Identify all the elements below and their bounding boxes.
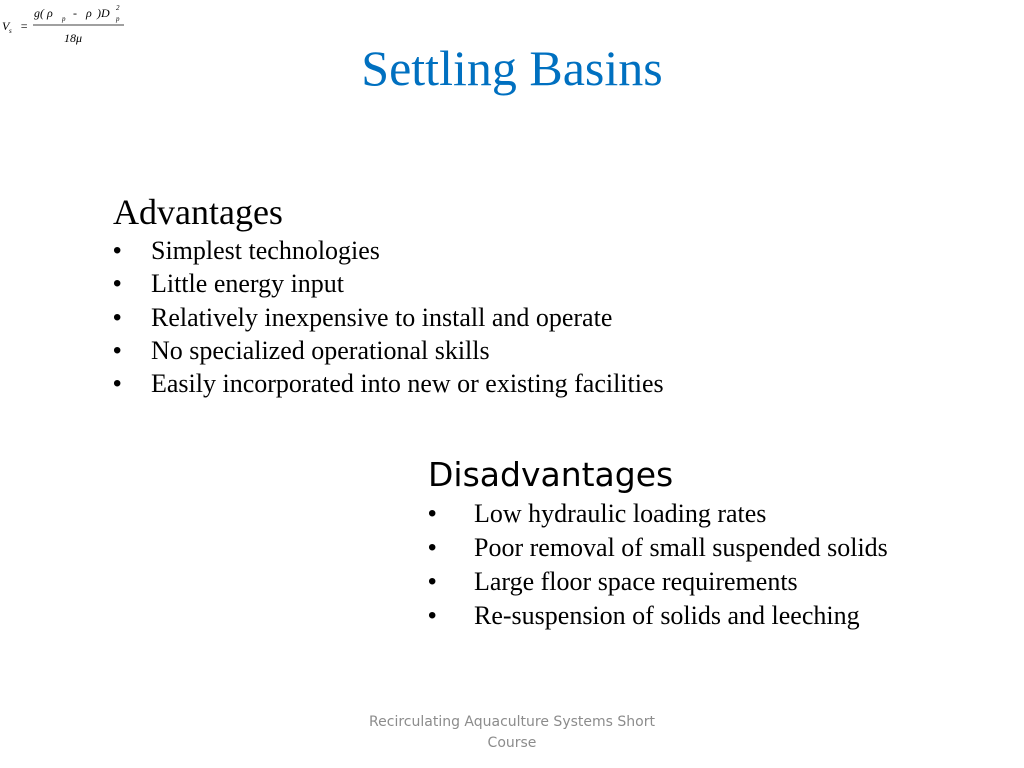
advantages-heading: Advantages: [113, 192, 283, 232]
bullet-icon: •: [428, 534, 437, 561]
advantages-list-item: [113, 267, 833, 300]
bullet-icon: •: [113, 237, 122, 264]
advantage-text: No specialized operational skills: [151, 335, 490, 365]
disadvantages-heading: Disadvantages: [428, 455, 674, 494]
bullet-icon: •: [113, 303, 122, 331]
bullet-icon: •: [113, 336, 122, 364]
disadvantages-list-item: [428, 599, 1008, 633]
disadvantage-text: Large floor space requirements: [474, 567, 798, 596]
advantages-section: [113, 190, 833, 400]
disadvantages-section: [428, 453, 1008, 633]
advantage-text: Simplest technologies: [151, 236, 380, 265]
bullet-icon: •: [113, 370, 122, 398]
bullet-icon: •: [113, 270, 122, 298]
footer-line-1: Recirculating Aquaculture Systems Short: [369, 714, 655, 730]
disadvantages-list: [428, 497, 1008, 633]
formula-lhs: V: [2, 19, 10, 33]
formula-d-superscript: 2: [116, 4, 120, 12]
disadvantages-list-item: [428, 565, 1008, 599]
advantages-list-item: [113, 367, 833, 400]
formula-rho-p-subscript: p: [62, 15, 66, 23]
formula-minus: -: [73, 6, 77, 20]
advantages-list: [113, 234, 833, 400]
disadvantage-text: Poor removal of small suspended solids: [474, 533, 888, 562]
slide-footer: [362, 712, 662, 754]
formula-d-subscript: p: [116, 15, 120, 23]
bullet-icon: •: [428, 602, 437, 629]
advantages-list-item: [113, 301, 833, 334]
slide-title: Settling Basins: [361, 40, 663, 96]
disadvantages-list-item: [428, 531, 1008, 565]
bullet-icon: •: [428, 500, 437, 527]
formula-rho: ρ: [86, 6, 92, 20]
disadvantage-text: Re-suspension of solids and leeching: [474, 601, 860, 630]
formula-close-d: )D: [97, 6, 110, 20]
formula-numerator-start: g( ρ: [34, 6, 53, 20]
bullet-icon: •: [428, 568, 437, 595]
advantage-text: Relatively inexpensive to install and operate: [151, 302, 613, 332]
advantages-list-item: [113, 334, 833, 367]
formula-denominator: 18μ: [64, 31, 83, 45]
footer-line-2: Course: [487, 735, 537, 751]
formula-equals: =: [20, 19, 29, 33]
formula-lhs-subscript: s: [9, 27, 12, 35]
disadvantage-text: Low hydraulic loading rates: [474, 499, 767, 528]
disadvantages-list-item: [428, 497, 1008, 531]
advantage-text: Little energy input: [151, 269, 345, 299]
advantages-list-item: [113, 234, 833, 267]
advantage-text: Easily incorporated into new or existing facilities: [151, 369, 664, 399]
